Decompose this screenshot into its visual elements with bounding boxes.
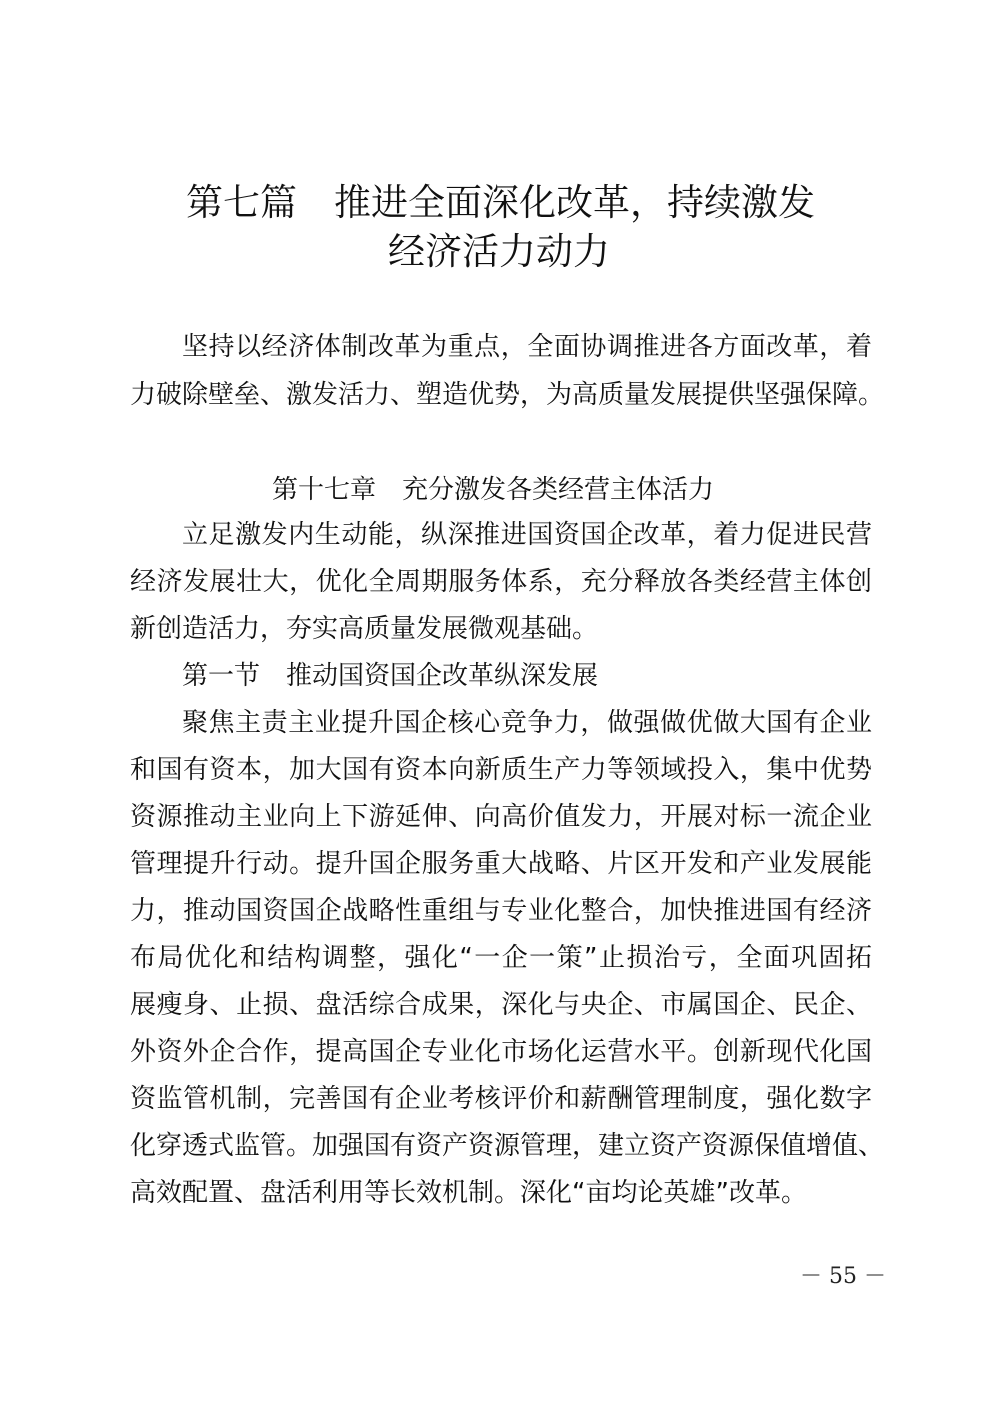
intro-paragraph-line: 力破除壁垒、激发活力、塑造优势，为高质量发展提供坚强保障。 xyxy=(130,380,885,410)
chapter-paragraph-line: 新创造活力，夯实高质量发展微观基础。 xyxy=(130,614,599,644)
section-paragraph-line: 力，推动国资国企战略性重组与专业化整合，加快推进国有经济 xyxy=(130,896,872,926)
part-title-line-2: 经济活力动力 xyxy=(388,230,610,273)
section-paragraph-line: 和国有资本，加大国有资本向新质生产力等领域投入，集中优势 xyxy=(130,755,872,785)
section-paragraph-line: 化穿透式监管。加强国有资产资源管理，建立资产资源保值增值、 xyxy=(130,1131,885,1161)
section-paragraph-line: 资监管机制，完善国有企业考核评价和薪酬管理制度，强化数字 xyxy=(130,1084,872,1114)
part-title-line-1: 第七篇 推进全面深化改革，持续激发 xyxy=(186,181,815,224)
chapter-paragraph-line: 经济发展壮大，优化全周期服务体系，充分释放各类经营主体创 xyxy=(130,567,872,597)
chapter-heading: 第十七章 充分激发各类经营主体活力 xyxy=(272,475,715,505)
section-heading: 第一节 推动国资国企改革纵深发展 xyxy=(182,661,599,691)
section-paragraph-line: 管理提升行动。提升国企服务重大战略、片区开发和产业发展能 xyxy=(130,849,872,879)
section-paragraph-line: 聚焦主责主业提升国企核心竞争力，做强做优做大国有企业 xyxy=(182,708,872,738)
intro-paragraph-line: 坚持以经济体制改革为重点，全面协调推进各方面改革，着 xyxy=(182,332,872,362)
section-paragraph-line: 高效配置、盘活利用等长效机制。深化“亩均论英雄”改革。 xyxy=(130,1178,807,1208)
section-paragraph-line: 资源推动主业向上下游延伸、向高价值发力，开展对标一流企业 xyxy=(130,802,872,832)
section-paragraph-line: 外资外企合作，提高国企专业化市场化运营水平。创新现代化国 xyxy=(130,1037,872,1067)
section-paragraph-line: 展瘦身、止损、盘活综合成果，深化与央企、市属国企、民企、 xyxy=(130,990,872,1020)
chapter-paragraph-line: 立足激发内生动能，纵深推进国资国企改革，着力促进民营 xyxy=(182,520,872,550)
section-paragraph-line: 布局优化和结构调整，强化“一企一策”止损治亏，全面巩固拓 xyxy=(130,943,872,973)
page-number: － 55 － xyxy=(800,1264,886,1289)
